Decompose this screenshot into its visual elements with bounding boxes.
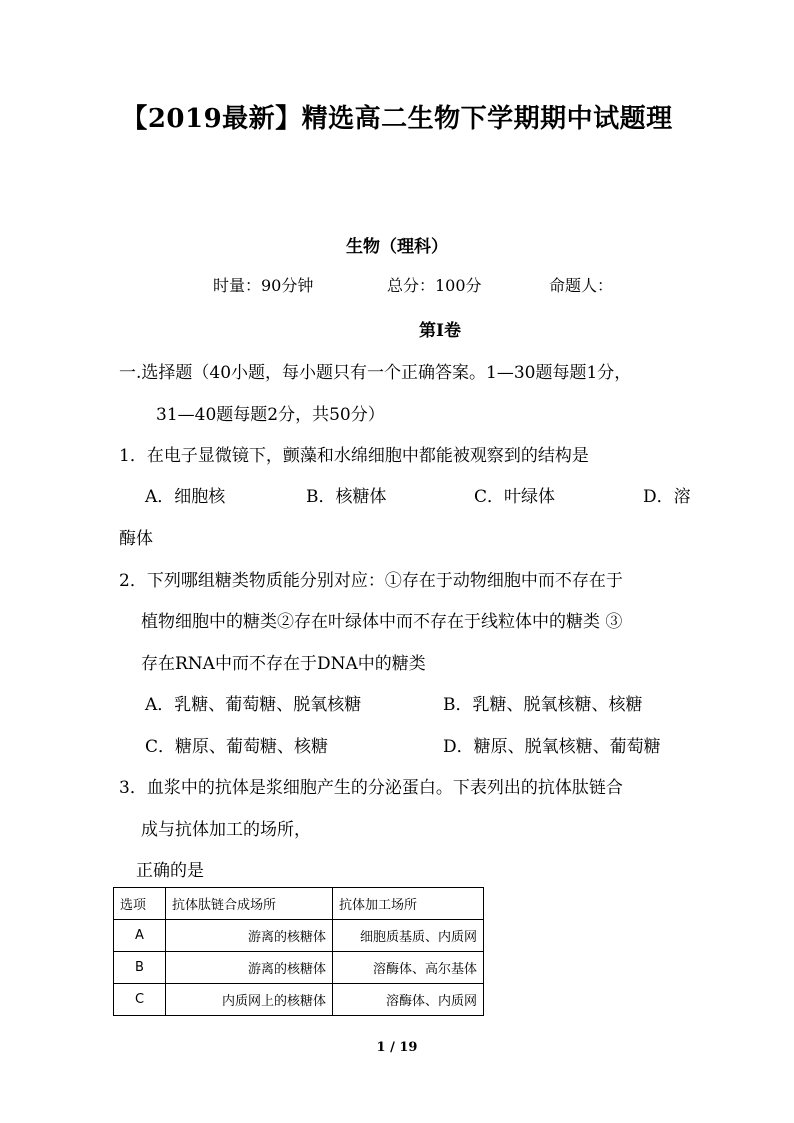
question-1-option-d-continuation: 酶体 [119, 529, 153, 549]
answer-options-table [113, 887, 484, 1016]
table-row [114, 920, 484, 952]
table-header-row [114, 888, 484, 920]
table-cell: 游离的核糖体 [166, 920, 333, 952]
page-number: 1 / 19 [376, 1040, 418, 1055]
question-1-option-a: A．细胞核 [145, 487, 226, 507]
question-3-stem-line-2: 成与抗体加工的场所， [141, 820, 311, 840]
question-2-option-d: D．糖原、脱氧核糖、葡萄糖 [443, 737, 661, 757]
table-cell: C [114, 984, 166, 1016]
question-1-option-b: B．核糖体 [306, 487, 387, 507]
question-2-stem-line-1: 2．下列哪组糖类物质能分别对应：①存在于动物细胞中而不存在于 [119, 571, 623, 591]
question-1-stem: 1．在电子显微镜下，颤藻和水绵细胞中都能被观察到的结构是 [119, 446, 589, 466]
subject-title: 生物（理科） [346, 237, 448, 257]
document-title: 【2019最新】精选高二生物下学期期中试题理 [121, 104, 673, 134]
table-header-cell: 选项 [114, 888, 166, 920]
question-2-option-b: B．乳糖、脱氧核糖、核糖 [443, 695, 643, 715]
question-2-option-c: C．糖原、葡萄糖、核糖 [145, 737, 329, 757]
table-cell: 溶酶体、高尔基体 [333, 952, 484, 984]
table-cell: 细胞质基质、内质网 [333, 920, 484, 952]
question-2-stem-line-2: 植物细胞中的糖类②存在叶绿体中而不存在于线粒体中的糖类 ③ [141, 612, 623, 632]
exam-total-score: 总分：100分 [387, 276, 482, 295]
question-1-option-d: D．溶 [643, 487, 691, 507]
exam-author: 命题人： [549, 276, 614, 295]
table-cell: 溶酶体、内质网 [333, 984, 484, 1016]
question-2-option-a: A．乳糖、葡萄糖、脱氧核糖 [145, 695, 362, 715]
volume-title: 第Ⅰ卷 [419, 321, 461, 341]
question-3-stem-line-3: 正确的是 [136, 861, 204, 881]
table-row [114, 952, 484, 984]
question-2-stem-line-3: 存在RNA中而不存在于DNA中的糖类 [141, 654, 426, 674]
table-cell: B [114, 952, 166, 984]
table-cell: 内质网上的核糖体 [166, 984, 333, 1016]
table-row [114, 984, 484, 1016]
table-header-cell: 抗体加工场所 [333, 888, 484, 920]
section-heading-line-2: 31—40题每题2分，共50分） [156, 405, 385, 425]
section-heading-line-1: 一.选择题（40小题，每小题只有一个正确答案。1—30题每题1分， [119, 363, 632, 383]
table-cell: 游离的核糖体 [166, 952, 333, 984]
table-cell: A [114, 920, 166, 952]
question-1-option-c: C．叶绿体 [474, 487, 556, 507]
table-header-cell: 抗体肽链合成场所 [166, 888, 333, 920]
question-3-stem-line-1: 3．血浆中的抗体是浆细胞产生的分泌蛋白。下表列出的抗体肽链合 [119, 778, 623, 798]
exam-time: 时量：90分钟 [213, 276, 314, 295]
